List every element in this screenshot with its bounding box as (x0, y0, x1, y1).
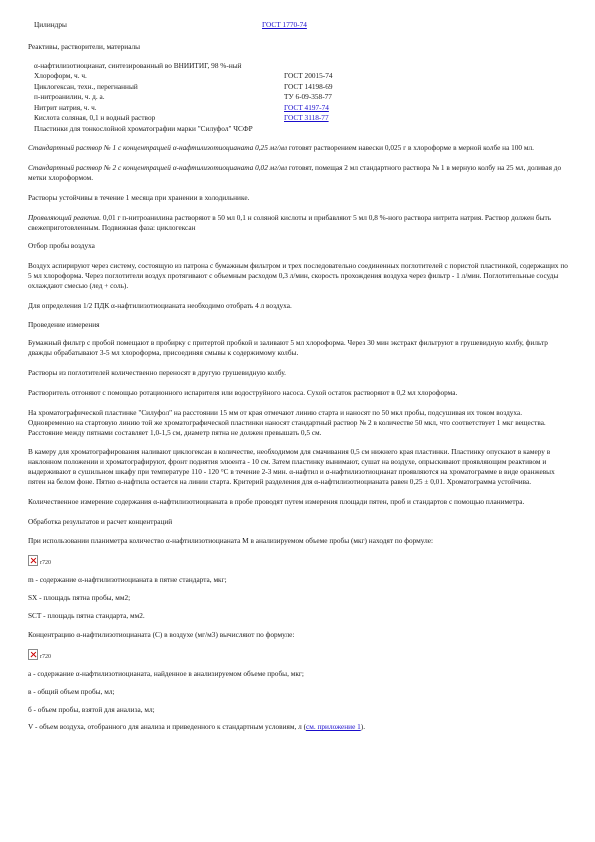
reagent-name: Нитрит натрия, ч. ч. (34, 102, 97, 112)
standard-solution-2 (28, 163, 568, 183)
appendix-1-link[interactable]: см. приложение 1 (306, 722, 361, 732)
reagent-name: Кислота соляная, 0,1 н водный раствор (34, 113, 156, 123)
developing-reagent (28, 213, 568, 233)
reagent-row (28, 61, 568, 72)
standard-solution-1 (28, 143, 568, 153)
reagent-spec: ТУ 6-09-358-77 (284, 92, 332, 102)
reagent-name: α-нафтилизотиоцианат, синтезированный во ВНИИТИГ, 98 %-ный (34, 60, 242, 70)
reagent-name: Пластинки для тонкослойной хроматографии марки "Силуфол" ЧСФР (34, 123, 253, 133)
measure-paragraph: Растворы из поглотителей количественно переносят в другую грушевидную колбу. (28, 368, 286, 378)
measure-paragraph: Растворитель отгоняют с помощью ротационного испарителя или водоструйного насоса. Сухой остаток растворяют в 0,2 мл хлороформа. (28, 388, 458, 397)
formula-image-label: r720 (40, 653, 51, 660)
reagents-heading: Реактивы, растворители, материалы (28, 42, 141, 51)
reagents-table (28, 61, 568, 135)
standard-solution-1-text: готовят растворением навески 0,025 г в хлороформе в мерной колбе на 100 мл. (287, 143, 534, 153)
definition-air-volume-end: ). (360, 722, 366, 732)
reagent-row (28, 71, 568, 82)
reagent-row (28, 82, 568, 93)
definition-a: а - содержание α-нафтилизотиоцианата, найденное в анализируемом объеме пробы, мкг; (28, 668, 304, 678)
document-page (28, 20, 568, 732)
broken-image-icon (28, 649, 38, 660)
reagent-spec: ГОСТ 14198-69 (284, 81, 333, 91)
formula-image-1 (28, 554, 568, 567)
top-row (28, 20, 568, 34)
definition-air-volume (28, 722, 568, 732)
sampling-volume: Для определения 1/2 ПДК α-нафтилизотиоцианата необходимо отобрать 4 л воздуха. (28, 300, 292, 310)
definition-air-volume-text: V - объем воздуха, отобранного для анализа и приведенного к стандартным условиям, л ( (28, 722, 306, 732)
standard-solution-2-title: Стандартный раствор № 2 с концентрацией α-нафтилизотиоцианата 0,02 мг/мл (28, 163, 288, 173)
formula-image-2 (28, 648, 568, 661)
reagent-spec: ГОСТ 20015-74 (284, 71, 333, 81)
top-row-label: Цилиндры (34, 20, 67, 29)
measure-paragraph: Количественное измерение содержания α-нафтилизотиоцианата в пробе проводят путем измерения площади пятен, проб и стандартов с помощью планиметра. (28, 496, 525, 506)
broken-image-icon (28, 555, 38, 566)
reagent-row (28, 124, 568, 135)
definition-v: в - общий объем пробы, мл; (28, 686, 115, 696)
reagent-name: Циклогексан, техн., перегнанный (34, 81, 138, 91)
reagent-name: п-нитроанилин, ч. д. а. (34, 92, 105, 102)
formula-image-label: r720 (40, 560, 51, 567)
reagent-name: Хлороформ, ч. ч. (34, 71, 87, 81)
standard-solution-2-text: готовят, помещая 2 мл стандартного раствора № 1 в мерную колбу на 25 мл, доливая до метки хлороформом. (28, 163, 562, 183)
developing-reagent-text: 0,01 г п-нитроанилина растворяют в 50 мл 0,1 н соляной кислоты и прибавляют 5 мл 0,8 %-ного раствора нитрита натрия. Раствор должен быть свежеприготовленным. Подвижная фаза: циклогексан (28, 212, 552, 232)
measure-paragraph: В камеру для хроматографирования наливают циклогексан в количестве, необходимом для смачивания 0,5 см нижнего края пластинки. Пластинку опускают в камеру в наклонном положении и хроматографируют, фронт поднятия элюента - 10 см. Затем пластинку вынимают, сушат на воздухе, опрыскивают проявляющим реактивом и выдерживают в сушильном шкафу при температуре 110 - 120 °C в течение 2-3 мин. α-нафтил и α-нафтилизотиоцианат проявляются на хроматограмме в виде оранжевых пятен на белом фоне. Пятно α-нафтила остается на линии старта. Критерий разделения для α-нафтилизотиоцианата равен 0,25 ± 0,01. Хроматограмма устойчива. (28, 447, 555, 486)
sampling-heading: Отбор пробы воздуха (28, 241, 95, 251)
calc-paragraph: При использовании планиметра количество α-нафтилизотиоцианата M в анализируемом объеме пробы (мкг) находят по формуле: (28, 536, 433, 546)
definition-sct: SCT - площадь пятна стандарта, мм2. (28, 611, 145, 621)
calc-heading: Обработка результатов и расчет концентраций (28, 516, 173, 526)
reagent-row (28, 113, 568, 124)
reagent-spec-link[interactable]: ГОСТ 4197-74 (284, 102, 329, 112)
definition-sx: SX - площадь пятна пробы, мм2; (28, 593, 131, 603)
reagent-row (28, 92, 568, 103)
reagent-spec-link[interactable]: ГОСТ 3118-77 (284, 113, 329, 123)
definition-m: m - содержание α-нафтилизотиоцианата в пятне стандарта, мкг; (28, 575, 227, 585)
developing-reagent-title: Проявляющий реактив. (28, 212, 102, 222)
stability-note: Растворы устойчивы в течение 1 месяца при хранении в холодильнике. (28, 192, 250, 202)
definition-b: б - объем пробы, взятой для анализа, мл; (28, 704, 155, 714)
reagent-row (28, 103, 568, 114)
measure-paragraph: Бумажный фильтр с пробой помещают в пробирку с притертой пробкой и заливают 5 мл хлороформа. Через 30 мин экстракт фильтруют в грушевидную колбу, фильтр дважды обрабатывают 3-5 мл хлороформа, присоединяя смывы к содержимому колбы. (28, 338, 548, 358)
measure-paragraph: На хроматографической пластинке "Силуфол" на расстоянии 15 мм от края отмечают линию старта и наносят по 50 мкл пробы, подсушивая их током воздуха. Одновременно на стартовую линию той же хроматографической пластинки наносят стандартный раствор № 2 в количестве 50 мкл, что соответствует 1 мкг вещества. Расстояние между пятнами составляет 1,0-1,5 см, диаметр пятна не должен превышать 0,5 см. (28, 407, 546, 437)
measure-heading: Проведение измерения (28, 319, 100, 329)
standard-solution-1-title: Стандартный раствор № 1 с концентрацией α-нафтилизотиоцианата 0,25 мг/мл (28, 143, 288, 153)
calc-paragraph: Концентрацию α-нафтилизотиоцианата (С) в воздухе (мг/м3) вычисляют по формуле: (28, 629, 295, 639)
top-row-standard-link[interactable]: ГОСТ 1770-74 (262, 20, 307, 29)
sampling-text: Воздух аспирируют через систему, состоящую из патрона с бумажным фильтром и трех последовательно соединенных поглотителей с пористой пластинкой, содержащих по 5 мл хлороформа. Через поглотители воздух протягивают с объемным расходом 0,3 л/мин, скорость прохождения воздуха через фильтр - 1 л/мин. Поглотительные сосуды охлаждают смесью (лед + соль). (28, 261, 568, 290)
